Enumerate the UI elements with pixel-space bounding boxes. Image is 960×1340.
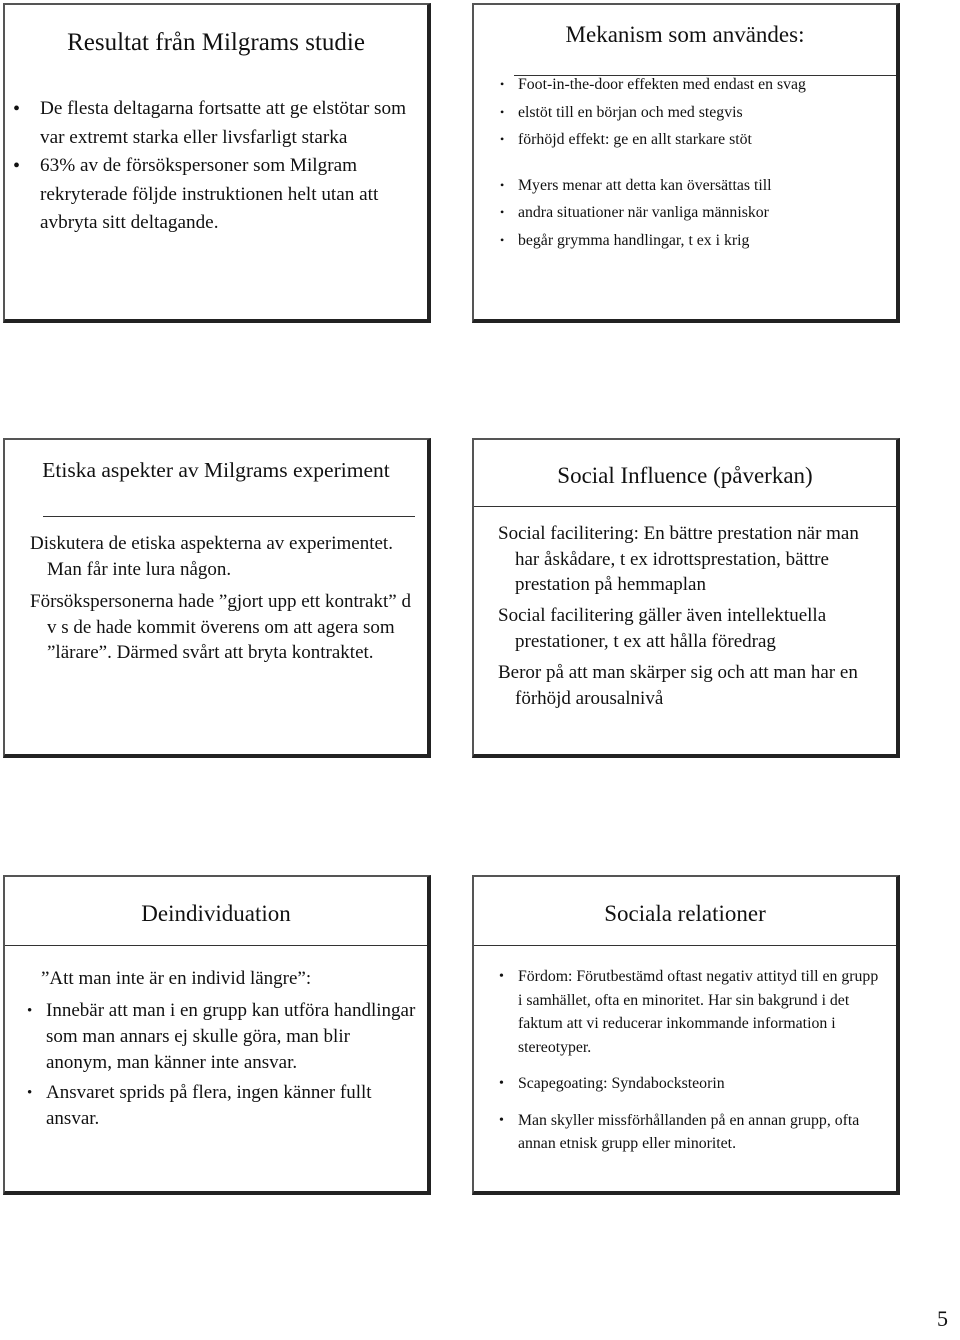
- bullet-text: elstöt till en början och med stegvis: [518, 103, 743, 121]
- bullet-icon: •: [27, 1003, 33, 1019]
- bullet-icon: •: [13, 98, 21, 120]
- slide-social-influence: [472, 438, 900, 758]
- slide-title: Mekanism som användes:: [565, 22, 805, 47]
- bullet-text: 63% av de försökspersoner som Milgram rekryterade följde instruktionen helt utan att avbryta sitt deltagande.: [40, 155, 379, 233]
- bullet-text: Scapegoating: Syndabocksteorin: [518, 1075, 725, 1092]
- list-item: [500, 99, 886, 127]
- paragraph: Social facilitering gäller även intellektuella prestationer, t ex att hålla föredrag: [498, 605, 827, 652]
- bullet-text: De flesta deltagarna fortsatte att ge elstötar som var extremt starka eller livsfarligt starka: [40, 98, 407, 148]
- slide-title: Social Influence (påverkan): [557, 463, 813, 488]
- bullet-text: Fördom: Förutbestämd oftast negativ attityd till en grupp i samhället, ofta en minoritet. Har sin bakgrund i det faktum att vi reducerar inkommande information i stereotyper.: [518, 968, 879, 1056]
- bullet-text: begår grymma handlingar, t ex i krig: [518, 231, 750, 249]
- bullet-text: Man skyller missförhållanden på en annan grupp, ofta annan etnisk grupp eller minoritet.: [518, 1111, 860, 1152]
- page-number: 5: [937, 1306, 948, 1331]
- title-divider: [474, 506, 896, 507]
- bullet-text: Foot-in-the-door effekten med endast en svag: [518, 76, 806, 93]
- list-item: [27, 998, 417, 1076]
- bullet-icon: •: [500, 77, 505, 91]
- list-item: [499, 965, 886, 1059]
- list-item: [500, 199, 886, 227]
- bullet-icon: •: [500, 205, 505, 219]
- bullet-icon: •: [499, 1076, 504, 1091]
- bullet-text: Myers menar att detta kan översättas till: [518, 176, 772, 194]
- title-divider: [474, 945, 896, 946]
- bullet-list: [13, 95, 407, 238]
- bullet-list: [499, 965, 886, 1156]
- slide-title: Sociala relationer: [604, 901, 766, 926]
- list-item: [500, 126, 886, 154]
- bullet-list: [27, 998, 417, 1132]
- slide-title: Deindividuation: [141, 901, 291, 926]
- intro-text: ”Att man inte är en individ längre”:: [41, 968, 312, 989]
- bullet-icon: •: [500, 177, 505, 192]
- bullet-icon: •: [500, 132, 505, 146]
- bullet-icon: •: [13, 155, 21, 177]
- paragraph: Social facilitering: En bättre prestation när man har åskådare, t ex idrottsprestation, bättre prestation på hemmaplan: [498, 523, 859, 595]
- slide-mechanism: [472, 3, 900, 323]
- list-item: [500, 227, 886, 255]
- list-item: [500, 172, 886, 200]
- bullet-icon: •: [499, 1112, 504, 1128]
- bullet-text: Ansvaret sprids på flera, ingen känner fullt ansvar.: [46, 1082, 372, 1129]
- list-item: [13, 95, 407, 152]
- title-divider: [5, 945, 427, 946]
- list-item: [499, 1072, 886, 1096]
- bullet-text: Innebär att man i en grupp kan utföra handlingar som man annars ej skulle göra, man blir anonym, man känner inte ansvar.: [46, 1000, 416, 1073]
- paragraph: Diskutera de etiska aspekterna av experimentet. Man får inte lura någon.: [30, 533, 393, 580]
- list-item: [27, 1080, 417, 1132]
- title-divider: [43, 516, 415, 517]
- list-item: [499, 1109, 886, 1156]
- bullet-text: andra situationer när vanliga människor: [518, 204, 769, 221]
- paragraph: Försökspersonerna hade ”gjort upp ett kontrakt” d v s de hade kommit överens om att agera som ”lärare”. Därmed svårt att bryta kontraktet.: [30, 591, 411, 663]
- bullet-text: förhöjd effekt: ge en allt starkare stöt: [518, 131, 752, 148]
- list-item: [13, 152, 407, 238]
- slide-deindividuation: [3, 875, 431, 1195]
- slide-milgram-results: [3, 3, 431, 323]
- slide-social-relations: [472, 875, 900, 1195]
- paragraph: Beror på att man skärper sig och att man har en förhöjd arousalnivå: [498, 662, 858, 709]
- list-item: [500, 71, 886, 99]
- bullet-icon: •: [500, 232, 505, 247]
- slide-title: Resultat från Milgrams studie: [67, 29, 365, 56]
- slide-ethics: [3, 438, 431, 758]
- bullet-icon: •: [500, 104, 505, 119]
- bullet-list: [500, 71, 886, 254]
- slide-title: Etiska aspekter av Milgrams experiment: [42, 458, 390, 482]
- bullet-icon: •: [27, 1085, 33, 1101]
- bullet-icon: •: [499, 969, 504, 984]
